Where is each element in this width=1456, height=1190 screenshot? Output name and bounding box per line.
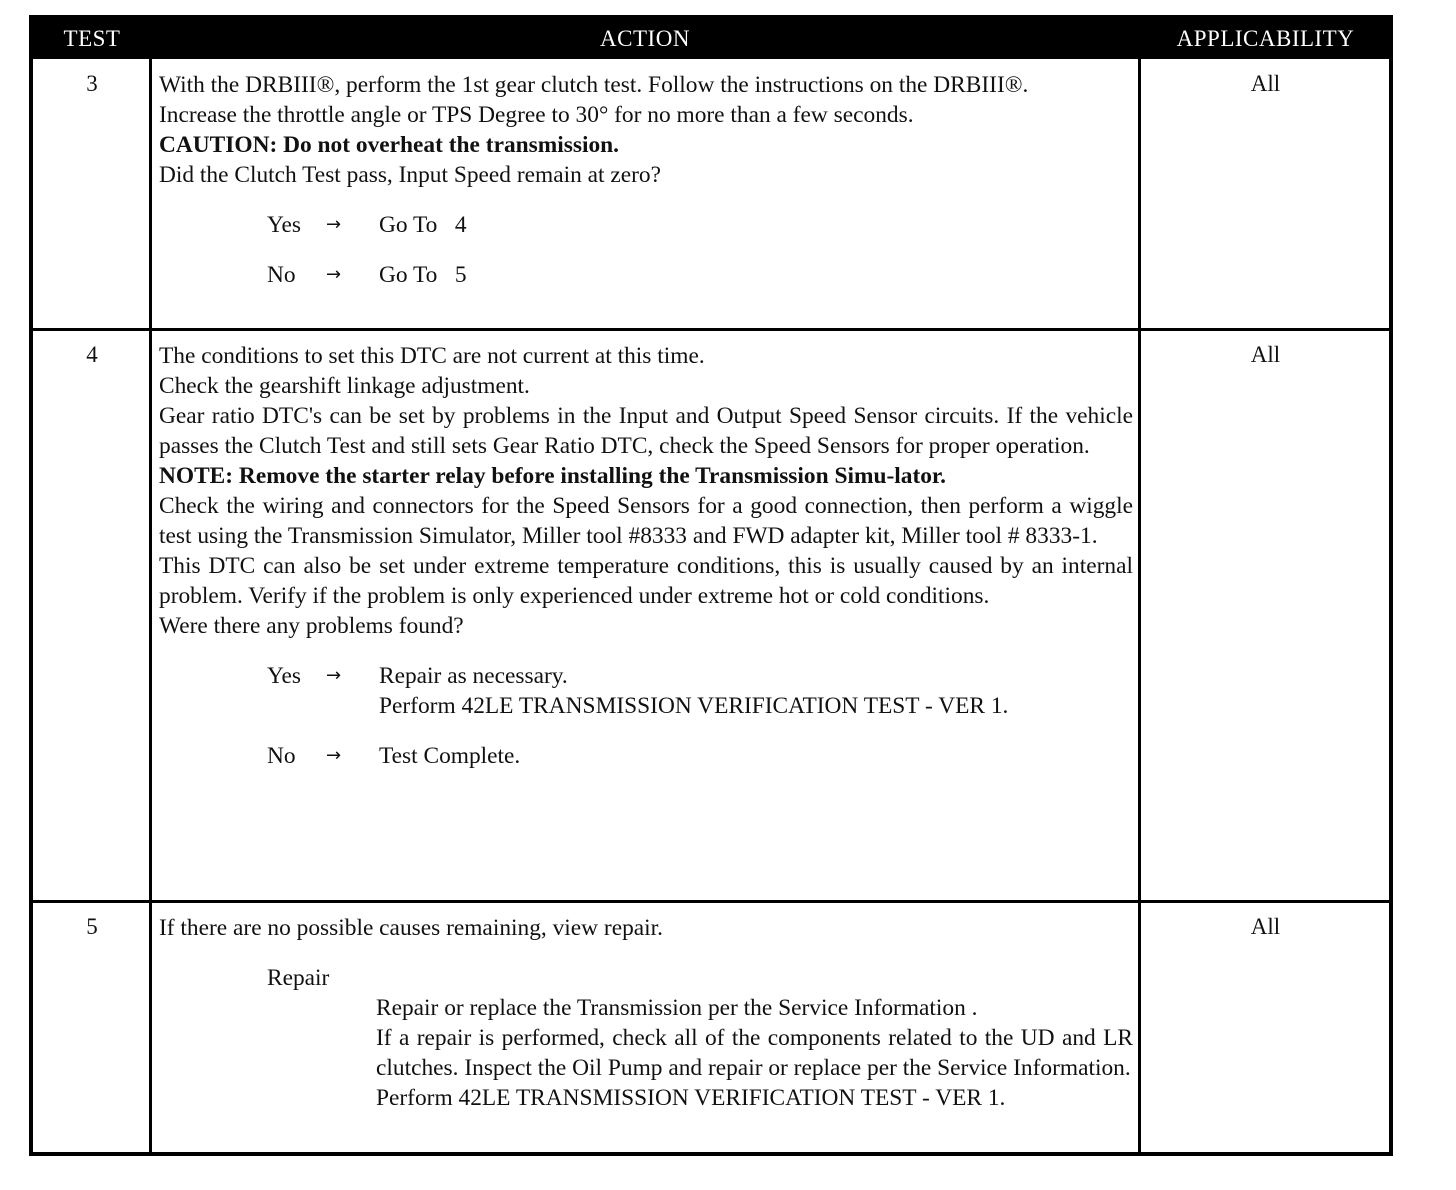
- question-text: Did the Clutch Test pass, Input Speed remain at zero?: [159, 162, 661, 188]
- action-text: The conditions to set this DTC are not current at this time.: [159, 343, 705, 369]
- header-action: ACTION: [600, 26, 690, 51]
- action-text: With the DRBIII®, perform the 1st gear clutch test. Follow the instructions on the DRBIII®.: [159, 72, 1029, 98]
- action-text: This DTC can also be set under extreme temperature conditions, this is usually caused by an internal problem. Verify if the problem is only experienced under extreme hot or cold conditions.: [159, 553, 1133, 609]
- question-text: Were there any problems found?: [159, 613, 464, 639]
- action-text: Check the wiring and connectors for the Speed Sensors for a good connection, then perform a wiggle test using the Transmission Simulator, Miller tool #8333 and FWD adapter kit, Miller tool # 8333-1.: [159, 493, 1133, 549]
- test-number: 4: [86, 342, 98, 367]
- no-result: Test Complete.: [379, 743, 521, 769]
- diagnostic-table: [29, 15, 1393, 1156]
- action-cell: [159, 913, 1133, 1113]
- arrow-icon: →: [326, 264, 342, 285]
- table-header: [33, 19, 1389, 59]
- repair-instructions: [376, 993, 1133, 1113]
- action-text: Gear ratio DTC's can be set by problems in the Input and Output Speed Sensor circuits. If the vehicle passes the Clutch Test and still sets Gear Ratio DTC, check the Speed Sensors for proper operation.: [159, 403, 1133, 459]
- yes-result: Go To 4: [379, 212, 467, 238]
- note-text: NOTE: Remove the starter relay before installing the Transmission Simu-lator.: [159, 463, 947, 489]
- applicability-value: All: [1250, 342, 1281, 367]
- repair-label: Repair: [267, 965, 330, 991]
- applicability-value: All: [1250, 71, 1281, 96]
- yes-branch: [159, 661, 1133, 721]
- caution-text: CAUTION: Do not overheat the transmission.: [159, 132, 620, 158]
- column-divider: [149, 59, 152, 1156]
- repair-text: If a repair is performed, check all of the components related to the UD and LR clutches. Inspect the Oil Pump and repair or replace per the Service Information.: [376, 1025, 1133, 1081]
- yes-branch: [159, 210, 1133, 240]
- header-test: TEST: [63, 26, 121, 51]
- yes-result-line: Repair as necessary.: [379, 663, 568, 689]
- yes-label: Yes: [267, 663, 302, 689]
- no-label: No: [267, 262, 296, 288]
- no-result: Go To 5: [379, 262, 467, 288]
- no-branch: [159, 260, 1133, 290]
- action-text: Increase the throttle angle or TPS Degree to 30° for no more than a few seconds.: [159, 102, 914, 128]
- yes-label: Yes: [267, 212, 302, 238]
- yes-result-line: Perform 42LE TRANSMISSION VERIFICATION TEST - VER 1.: [379, 693, 1009, 719]
- applicability-value: All: [1250, 914, 1281, 939]
- no-label: No: [267, 743, 296, 769]
- row-divider: [33, 328, 1389, 331]
- test-number: 3: [86, 71, 98, 96]
- arrow-icon: →: [326, 745, 342, 766]
- repair-text: Perform 42LE TRANSMISSION VERIFICATION TEST - VER 1.: [376, 1085, 1006, 1111]
- arrow-icon: →: [326, 665, 342, 686]
- arrow-icon: →: [326, 214, 342, 235]
- action-cell: [159, 341, 1133, 771]
- row-divider: [33, 900, 1389, 903]
- action-cell: [159, 70, 1133, 290]
- header-applicability: APPLICABILITY: [1176, 26, 1355, 51]
- action-text: Check the gearshift linkage adjustment.: [159, 373, 530, 399]
- repair-text: Repair or replace the Transmission per the Service Information .: [376, 995, 978, 1021]
- action-text: If there are no possible causes remaining, view repair.: [159, 915, 664, 941]
- test-number: 5: [86, 914, 98, 939]
- yes-result: [379, 661, 1139, 721]
- no-branch: [159, 741, 1133, 771]
